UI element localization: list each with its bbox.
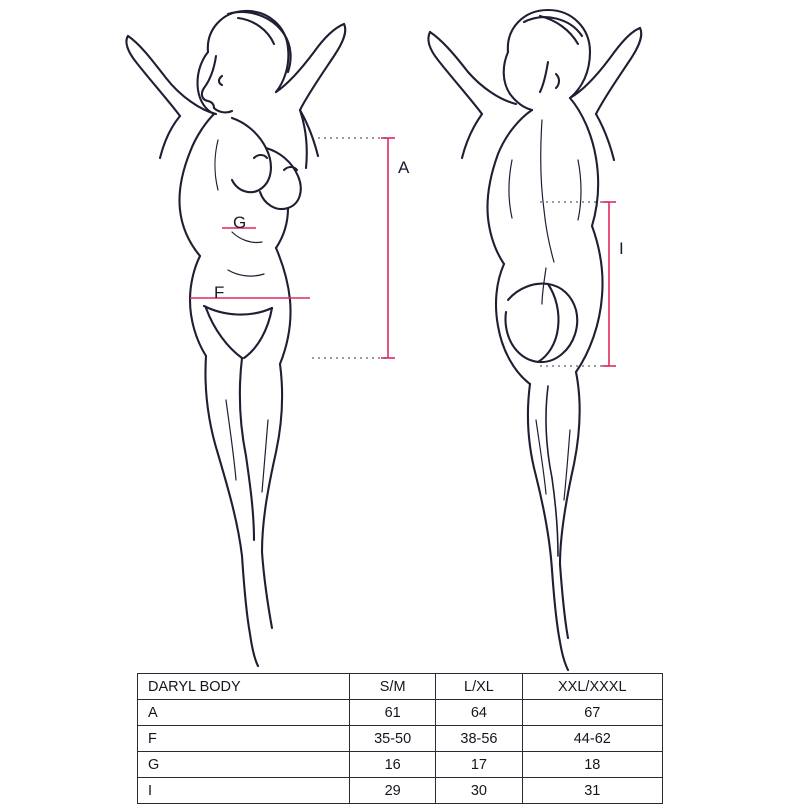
measure-label-G: G [233,213,247,232]
table-cell-value: 29 [350,778,436,804]
table-cell-value: 67 [522,700,662,726]
measurement-guides-front [190,138,395,358]
table-header-row [138,674,663,700]
table-cell-value: 35-50 [350,726,436,752]
measurement-guides-front-dotted [312,138,386,358]
table-cell-measure: I [138,778,350,804]
measure-label-A: A [398,158,410,177]
measure-label-F: F [214,283,225,302]
table-header-xxlxxxl: XXL/XXXL [522,674,662,700]
measurement-guides-back [602,202,616,366]
table-row [138,726,663,752]
table-cell-measure: F [138,726,350,752]
female-figure-front [126,11,345,666]
table-cell-measure: A [138,700,350,726]
measure-label-I: I [619,239,625,258]
table-cell-measure: G [138,752,350,778]
table-row [138,752,663,778]
table-cell-value: 18 [522,752,662,778]
table-cell-value: 44-62 [522,726,662,752]
table-cell-value: 61 [350,700,436,726]
table-cell-value: 38-56 [436,726,522,752]
table-header-sm: S/M [350,674,436,700]
table-cell-value: 17 [436,752,522,778]
table-cell-value: 30 [436,778,522,804]
table-row [138,700,663,726]
table-cell-value: 16 [350,752,436,778]
table-cell-value: 64 [436,700,522,726]
table-header-lxl: L/XL [436,674,522,700]
table-header-title: DARYL BODY [138,674,350,700]
size-table [137,673,663,804]
table-cell-value: 31 [522,778,662,804]
